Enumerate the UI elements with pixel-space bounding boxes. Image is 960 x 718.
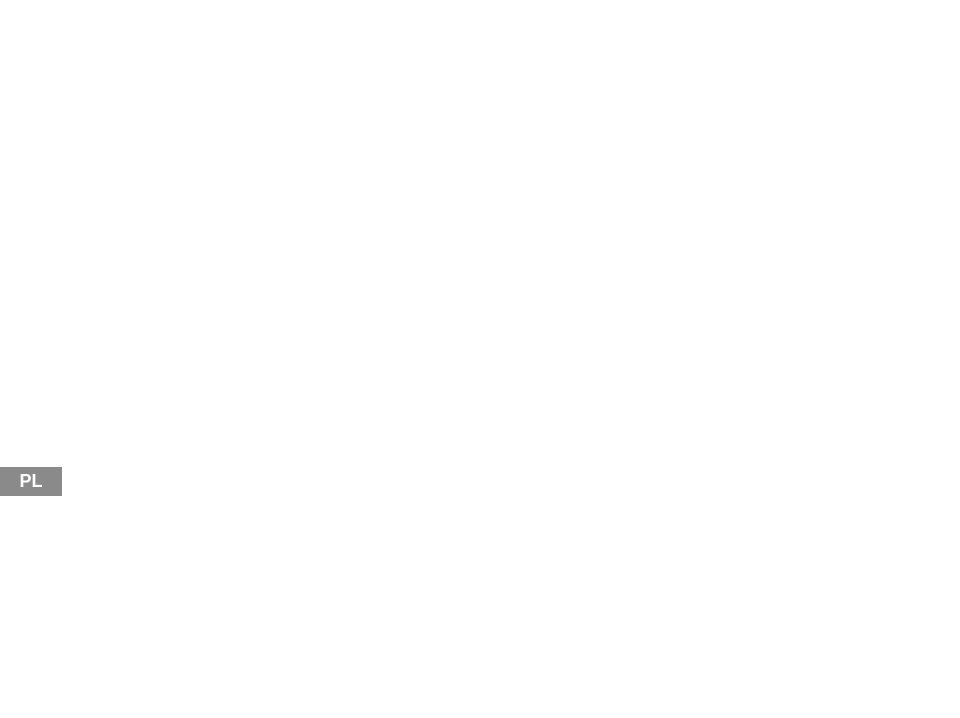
side-tab: PL [0,467,62,496]
